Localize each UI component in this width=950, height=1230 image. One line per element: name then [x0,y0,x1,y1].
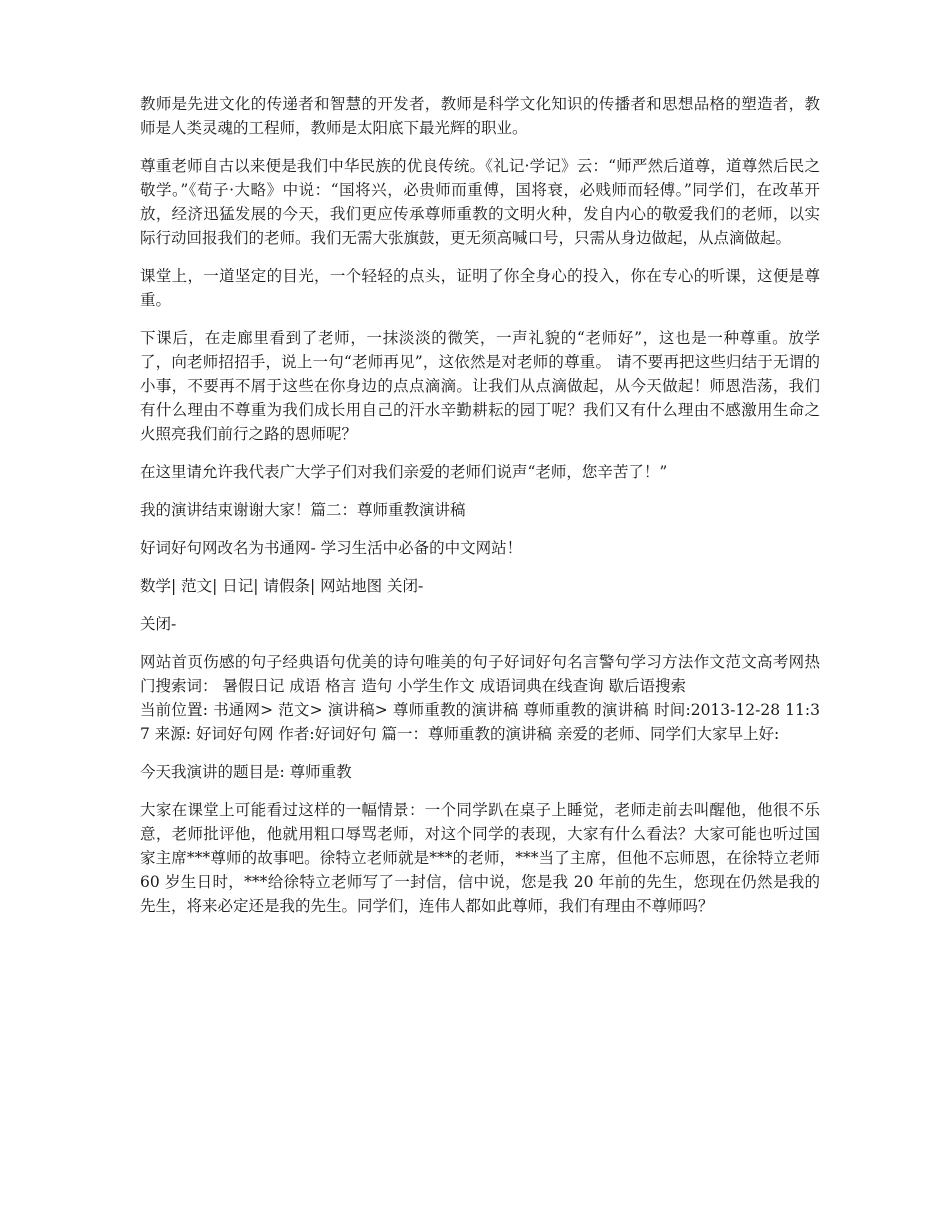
paragraph-speech-title: 今天我演讲的题目是: 尊师重教 [140,763,352,781]
paragraph-in-class: 课堂上，一道坚定的目光，一个轻轻的点头，证明了你全身心的投入，你在专心的听课，这便是尊重。 [140,267,820,309]
paragraph-after-class: 下课后，在走廊里看到了老师，一抹淡淡的微笑，一声礼貌的“老师好”，这也是一种尊重。放学了，向老师招招手，说上一句“老师再见”，这依然是对老师的尊重。 请不要再把这些归结于无谓的小事，不要再不屑于这些在你身边的点点滴滴。让我们从点滴做起，从今天做起！师恩浩荡，我们有什么理由不尊重为我们成长用自己的汗水辛勤耕耘的园丁呢？我们又有什么理由不感激用生命之火照亮我们前行之路的恩师呢？ [140,329,820,443]
paragraph-site-links: 网站首页伤感的句子经典语句优美的诗句唯美的句子好词好句名言警句学习方法作文范文高考网热门搜索词： 暑假日记 成语 格言 造句 小学生作文 成语词典在线查询 歇后语搜索 [140,653,820,695]
paragraph-respect-tradition: 尊重老师自古以来便是我们中华民族的优良传统。《礼记·学记》云：“师严然后道尊，道尊然后民之敬学。”《荀子·大略》中说：“国将兴，必贵师而重傅，国将衰，必贱师而轻傅。”同学们，在改革开放，经济迅猛发展的今天，我们更应传承尊师重教的文明火种，发自内心的敬爱我们的老师，以实际行动回报我们的老师。我们无需大张旗鼓，更无须高喊口号，只需从身边做起，从点滴做起。 [140,157,820,247]
document-body [140,92,820,932]
paragraph-close: 关闭- [140,615,177,633]
paragraph-speech-end: 我的演讲结束谢谢大家！篇二：尊师重教演讲稿 [140,501,466,519]
paragraph-classroom-story: 大家在课堂上可能看过这样的一幅情景：一个同学趴在桌子上睡觉，老师走前去叫醒他，他很不乐意，老师批评他，他就用粗口辱骂老师，对这个同学的表现，大家有什么看法？大家可能也听过国家主席***尊师的故事吧。徐特立老师就是***的老师，***当了主席，但他不忘师恩，在徐特立老师 60 岁生日时，***给徐特立老师写了一封信，信中说，您是我 20 年前的先生，您现在仍然是我的先生，将来必定还是我的先生。同学们，连伟人都如此尊师，我们有理由不尊师吗？ [140,801,820,915]
paragraph-thanks-teachers: 在这里请允许我代表广大学子们对我们亲爱的老师们说声“老师，您辛苦了！” [140,463,668,481]
paragraph-site-nav: 数学| 范文| 日记| 请假条| 网站地图 关闭- [140,577,424,595]
paragraph-teacher-role: 教师是先进文化的传递者和智慧的开发者，教师是科学文化知识的传播者和思想品格的塑造者，教师是人类灵魂的工程师，教师是太阳底下最光辉的职业。 [140,95,820,137]
paragraph-breadcrumb-meta: 当前位置: 书通网> 范文> 演讲稿> 尊师重教的演讲稿 尊师重教的演讲稿 时间:2013-12-28 11:37 来源: 好词好句网 作者:好词好句 篇一：尊师重教的演讲稿 亲爱的老师、同学们大家早上好: [140,701,820,743]
paragraph-site-rename: 好词好句网改名为书通网- 学习生活中必备的中文网站！ [140,539,523,557]
